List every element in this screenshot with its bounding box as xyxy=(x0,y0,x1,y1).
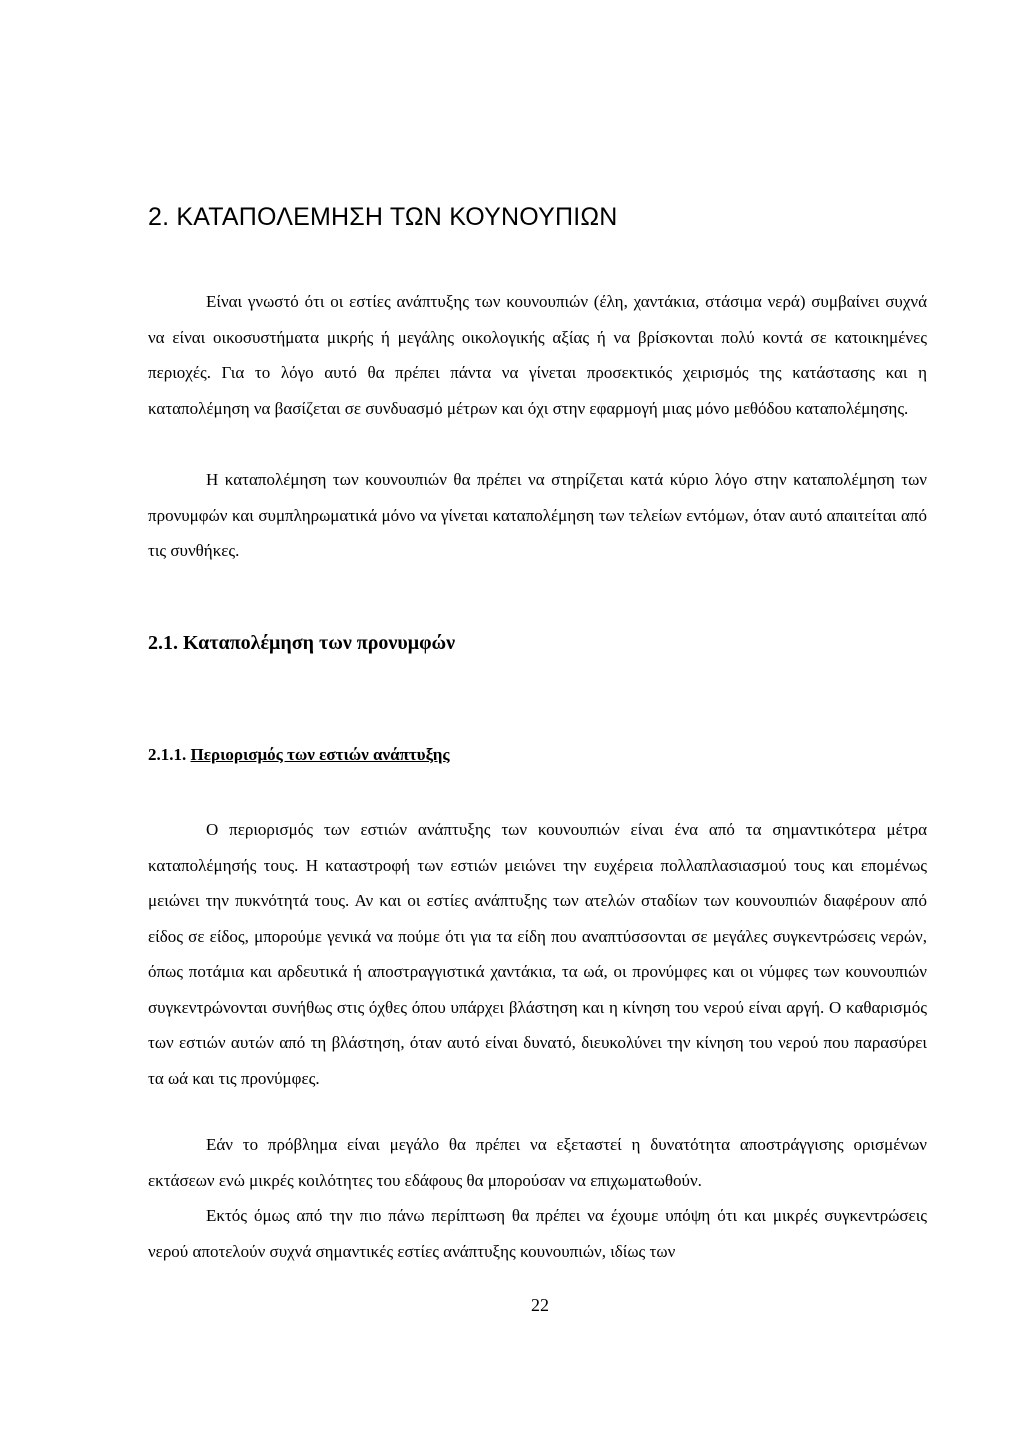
body-paragraph-1: Ο περιορισμός των εστιών ανάπτυξης των κουνουπιών είναι ένα από τα σημαντικότερα μέτρα καταπολέμησής τους. Η καταστροφή των εστιών μειώνει την ευχέρεια πολλαπλασιασμού τους και επομένως μειώνει την πυκνότητά τους. Αν και οι εστίες ανάπτυξης των ατελών σταδίων των κουνουπιών διαφέρουν από είδος σε είδος, μπορούμε γενικά να πούμε ότι για τα είδη που αναπτύσσονται σε μεγάλες συγκεντρώσεις νερών, όπως ποτάμια και αρδευτικά ή αποστραγγιστικά χαντάκια, τα ωά, οι προνύμφες και οι νύμφες των κουνουπιών συγκεντρώνονται συνήθως στις όχθες όπου υπάρχει βλάστηση και η κίνηση του νερού είναι αργή. Ο καθαρισμός των εστιών αυτών από τη βλάστηση, όταν αυτό είναι δυνατό, διευκολύνει την κίνηση του νερού που παρασύρει τα ωά και τις προνύμφες. xyxy=(148,820,927,1088)
subsubsection-title: Περιορισμός των εστιών ανάπτυξης xyxy=(190,745,450,764)
subsection-heading: 2.1. Καταπολέμηση των προνυμφών xyxy=(148,632,456,654)
subsubsection-heading xyxy=(148,745,450,765)
section-heading: 2. ΚΑΤΑΠΟΛΕΜΗΣΗ ΤΩΝ ΚΟΥΝΟΥΠΙΩΝ xyxy=(148,203,618,231)
body-paragraph-3: Εκτός όμως από την πιο πάνω περίπτωση θα πρέπει να έχουμε υπόψη ότι και μικρές συγκεντρώσεις νερού αποτελούν συχνά σημαντικές εστίες ανάπτυξης κουνουπιών, ιδίως των xyxy=(148,1206,927,1261)
page-number: 22 xyxy=(531,1295,549,1315)
intro-paragraph-1: Είναι γνωστό ότι οι εστίες ανάπτυξης των κουνουπιών (έλη, χαντάκια, στάσιμα νερά) συμβαίνει συχνά να είναι οικοσυστήματα μικρής ή μεγάλης οικολογικής αξίας ή να βρίσκονται πολύ κοντά σε κατοικημένες περιοχές. Για το λόγο αυτό θα πρέπει πάντα να γίνεται προσεκτικός χειρισμός της κατάστασης και η καταπολέμηση να βασίζεται σε συνδυασμό μέτρων και όχι στην εφαρμογή μιας μόνο μεθόδου καταπολέμησης. xyxy=(148,292,927,418)
body-paragraph-2: Εάν το πρόβλημα είναι μεγάλο θα πρέπει να εξεταστεί η δυνατότητα αποστράγγισης ορισμένων εκτάσεων ενώ μικρές κοιλότητες του εδάφους θα μπορούσαν να επιχωματωθούν. xyxy=(148,1135,927,1190)
intro-paragraph-2: Η καταπολέμηση των κουνουπιών θα πρέπει να στηρίζεται κατά κύριο λόγο στην καταπολέμηση των προνυμφών και συμπληρωματικά μόνο να γίνεται καταπολέμηση των τελείων εντόμων, όταν αυτό απαιτείται από τις συνθήκες. xyxy=(148,470,927,560)
subsubsection-number: 2.1.1. xyxy=(148,745,191,764)
